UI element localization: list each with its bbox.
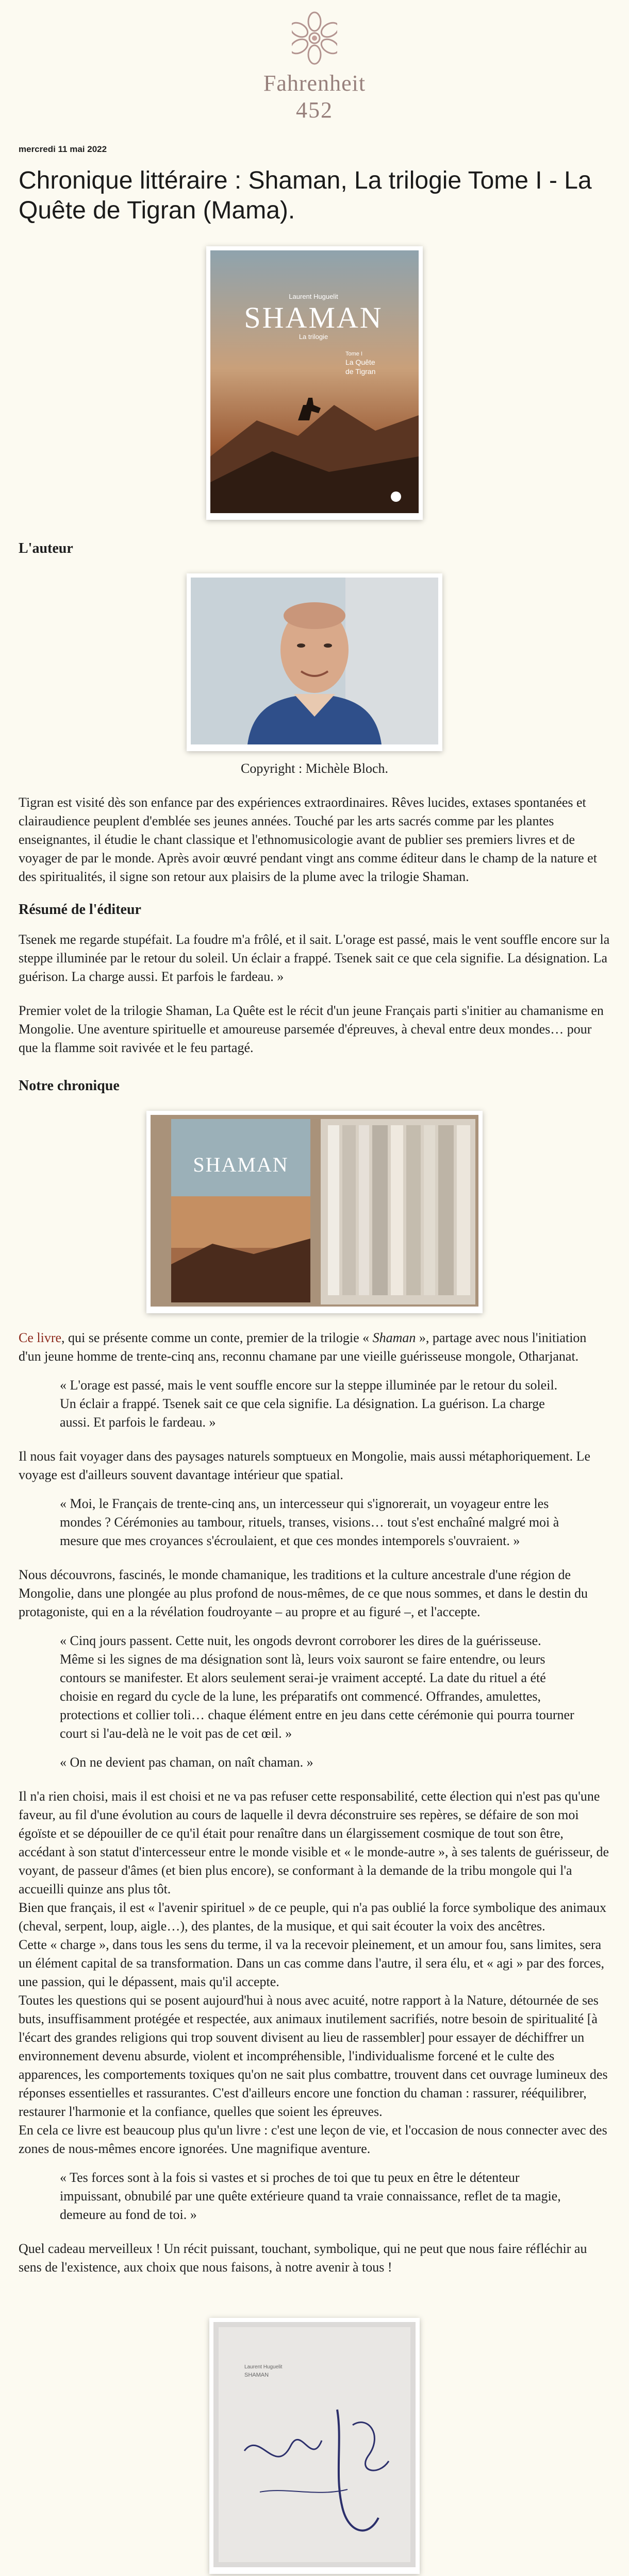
book-cover-image	[210, 250, 419, 513]
review-heading: Notre chronique	[19, 1078, 120, 1094]
quote-2: « Moi, le Français de trente-cinq ans, un intercesseur qui s'ignorerait, un voyageur entre les mondes ? Cérémonies au tambour, rituels, transes, visions… tout s'est enchaîné malgré moi à mesure que mes croyances s'écroulaient, et que ces mondes intemporels s'ouvraient. »	[60, 1496, 559, 1548]
book-link[interactable]: Ce livre	[19, 1330, 62, 1345]
cover-author: Laurent Huguelit	[289, 293, 338, 300]
review-p6: Cette « charge », dans tous les sens du terme, il va la recevoir pleinement, et un amour fou, sans limites, sera un élément capital de sa transformation. Dans un cas comme dans l'autre, il sera élu, et « agi » par des forces, une passion, qui le dépassent, mais qu'il accepte.	[19, 1937, 605, 1989]
book-cover-frame[interactable]	[206, 246, 423, 520]
review-p2: Il nous fait voyager dans des paysages naturels somptueux en Mongolie, mais aussi métaphoriquement. Le voyage est d'ailleurs souvent davantage intérieur que spatial.	[19, 1449, 591, 1482]
quote-1: « L'orage est passé, mais le vent souffle encore sur la steppe illuminée par le retour du soleil. Un éclair a frappé. Tsenek sait ce que cela signifie. La désignation. La guérison. La charge aussi. Et parfois le fardeau. »	[60, 1378, 558, 1430]
cover-subtitle: La trilogie	[299, 333, 328, 341]
dedication-page-author: Laurent Huguelit	[244, 2364, 283, 2370]
dedication-photo-wrap	[0, 2318, 629, 2574]
editor-summary-heading: Résumé de l'éditeur	[19, 902, 141, 918]
blog-name: Fahrenheit	[263, 71, 366, 96]
review-p5: Bien que français, il est « l'avenir spirituel » de ce peuple, qui n'a pas oublié la force symbolique des animaux (cheval, serpent, loup, aigle…), des plantes, de la musique, et qui sait écouter la voix des ancêtres.	[19, 1900, 607, 1934]
cover-quest2: de Tigran	[345, 367, 376, 376]
quote-5: « Tes forces sont à la fois si vastes et si proches de toi que tu peux en être le détenteur impuissant, obnubilé par une quête extérieure quand ta vraie connaissance, reflet de ta magie, demeure au fond de toi. »	[60, 2170, 561, 2222]
cover-tome: Tome I	[345, 351, 363, 357]
blog-logo[interactable]	[0, 0, 629, 135]
author-photo-caption: Copyright : Michèle Bloch.	[241, 761, 388, 776]
editor-summary-p1: Tsenek me regarde stupéfait. La foudre m'a frôlé, et il sait. L'orage est passé, mais le vent souffle encore sur la steppe illuminée par le retour du soleil. Un éclair a frappé. Tsenek sait ce que cela signifie. La désignation. La guérison. La charge aussi. Et parfois le fardeau. »	[19, 932, 610, 984]
review-p8: En cela ce livre est beaucoup plus qu'un livre : c'est une leçon de vie, et l'occasion de nous connecter avec des zones de nous-mêmes encore ignorées. Une magnifique aventure.	[19, 2123, 607, 2156]
review-p9: Quel cadeau merveilleux ! Un récit puissant, touchant, symbolique, qui ne peut que nous faire réfléchir au sens de l'existence, aux choix que nous faisons, à notre avenir à tous !	[19, 2241, 587, 2275]
book-photo-wrap	[0, 1111, 629, 1313]
dedication-page-title: SHAMAN	[244, 2372, 269, 2378]
publisher-logo-icon	[391, 492, 401, 502]
review-lead: Ce livre, qui se présente comme un conte, premier de la trilogie « Shaman », partage avec nous l'initiation d'un jeune homme de trente-cinq ans, reconnu chamane par une vieille guérisseuse mongole, Otharjanat.	[19, 1330, 587, 1364]
quote-3: « Cinq jours passent. Cette nuit, les ongods devront corroborer les dires de la guérisseuse. Même si les signes de ma désignation sont là, leurs voix sauront se faire entendre, ou leurs contours se manifester. Et alors seulement serai-je vraiment accepté. La date du rituel a été choisie en regard du cycle de la lune, les préparatifs ont commencé. Offrandes, amulettes, protections et collier toli… chaque élément entre en jeu dans cette cérémonie qui pourra tourner court si l'au-delà ne le voit pas de cet œil. »	[60, 1633, 574, 1741]
author-photo	[191, 578, 438, 744]
dedication-photo	[213, 2322, 416, 2567]
blog-number: 452	[296, 97, 333, 123]
author-photo-wrap	[0, 573, 629, 751]
author-photo-frame[interactable]	[187, 573, 442, 751]
cover-quest: La Quête	[345, 358, 375, 366]
author-bio: Tigran est visité dès son enfance par des expériences extraordinaires. Rêves lucides, extases spontanées et clairaudience peuplent d'emblée ses jeunes années. Touché par les arts sacrés comme par les plantes enseignantes, il étudie le chant classique et l'ethnomusicologie avant de publier ses premiers livres et de voyager de par le monde. Après avoir œuvré pendant vingt ans comme éditeur dans le champ de la nature et des spiritualités, il signe son retour aux plaisirs de la plume avec la trilogie Shaman.	[19, 795, 597, 884]
editor-summary-p2: Premier volet de la trilogie Shaman, La Quête est le récit d'un jeune Français parti s'initier au chamanisme en Mongolie. Une aventure spirituelle et amoureuse parsemée d'épreuves, à cheval entre deux mondes… pour que la flamme soit ravivée et le feu partagé.	[19, 1003, 604, 1055]
photo-cover-title: SHAMAN	[193, 1153, 289, 1176]
post-date: mercredi 11 mai 2022	[19, 144, 107, 154]
book-on-shelf-photo	[151, 1115, 478, 1307]
review-p3: Nous découvrons, fascinés, le monde chamanique, les traditions et la culture ancestrale d'une région de Mongolie, dans une plongée au plus profond de nous-mêmes, de ce que nous sommes, et dans le destin du protagoniste, qui en a la révélation foudroyante – au propre et au figuré –, et l'accepte.	[19, 1567, 588, 1619]
cover-title: SHAMAN	[244, 301, 383, 334]
book-photo-frame[interactable]	[146, 1111, 483, 1313]
dedication-photo-frame[interactable]	[209, 2318, 420, 2574]
review-p7: Toutes les questions qui se posent aujourd'hui à nous avec acuité, notre rapport à la Nature, détournée de ses buts, insuffisamment protégée et respectée, aux animaux inutilement sacrifiés, notre besoin de spiritualité [à l'écart des grandes religions qui trop souvent divisent au lieu de rassembler] pour essayer de déchiffrer un environnement devenu absurde, violent et incompréhensible, l'individualisme forcené et le culte des apparences, les comportements toxiques qu'on ne sait plus combattre, trouvent dans cet ouvrage lumineux des réponses essentielles et rassurantes. C'est d'ailleurs encore une fonction du chaman : rassurer, rééquilibrer, restaurer l'harmonie et la confiance, quelles que soient les épreuves.	[19, 1993, 608, 2119]
book-cover-image-wrap	[0, 246, 629, 520]
review-p4: Il n'a rien choisi, mais il est choisi et ne va pas refuser cette responsabilité, cette élection qui n'est pas qu'une faveur, au fil d'une évolution au cours de laquelle il devra déconstruire ses repères, se défaire de son moi égoïste et se dépouiller de ce qu'il était pour renaître dans un élargissement cosmique de tout son être, accédant à son statut d'intercesseur entre le monde visible et « le monde-autre », à ses talents de guérisseur, de voyant, de passeur d'âmes (et bien plus encore), se conformant à la demande de la tribu mongole qui l'a accueilli quinze ans plus tôt.	[19, 1789, 609, 1896]
rosette-icon	[292, 9, 337, 66]
post-title: Chronique littéraire : Shaman, La trilogie Tome I - La Quête de Tigran (Mama).	[19, 167, 592, 224]
quote-4: « On ne devient pas chaman, on naît chaman. »	[60, 1755, 313, 1770]
author-heading: L'auteur	[19, 540, 73, 556]
